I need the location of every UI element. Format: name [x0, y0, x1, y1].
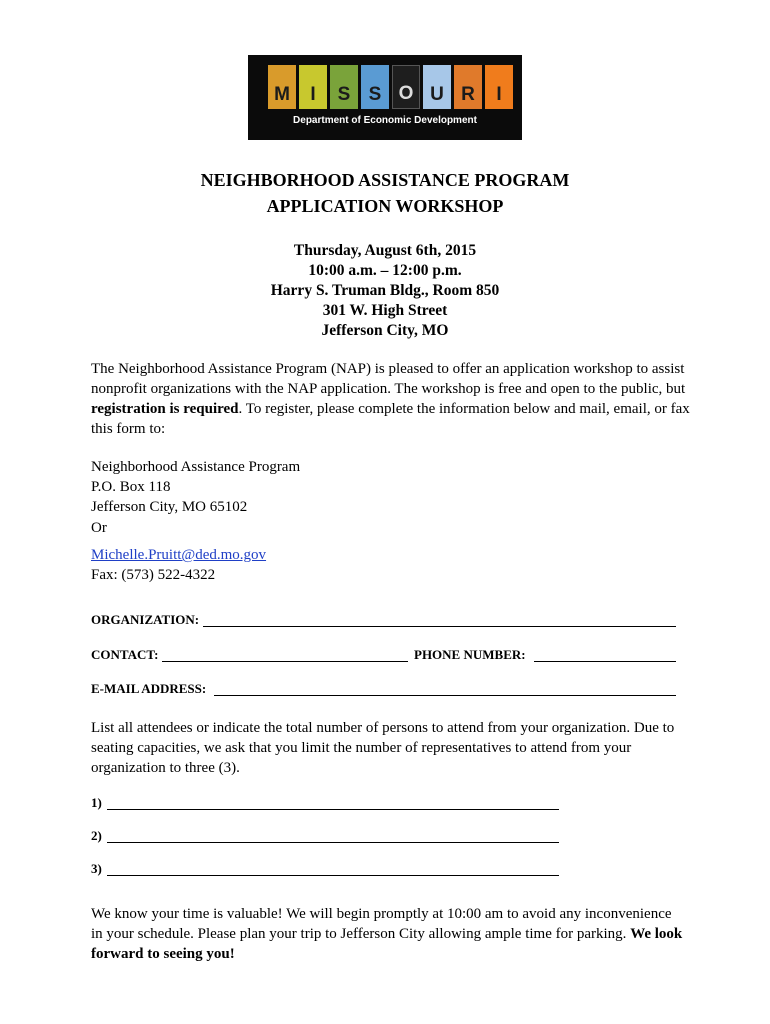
attendee-field-1[interactable]	[107, 809, 559, 810]
missouri-ded-logo	[248, 55, 522, 140]
page-title	[0, 167, 770, 219]
attendee-row	[91, 795, 561, 815]
event-details	[0, 241, 770, 341]
logo-letter: I	[485, 65, 513, 109]
closing-emphasis: We look forward to seeing you!	[91, 926, 683, 962]
title-line-2: APPLICATION WORKSHOP	[266, 196, 504, 216]
contact-field[interactable]	[162, 661, 408, 662]
intro-text-2: . To register, please complete the information below and mail, email, or fax this form to:	[91, 401, 690, 437]
attendee-field-3[interactable]	[107, 875, 559, 876]
attendee-number: 3)	[91, 861, 102, 876]
event-city: Jefferson City, MO	[321, 322, 449, 339]
email-row	[91, 681, 676, 701]
contact-info	[91, 545, 691, 585]
event-date: Thursday, August 6th, 2015	[293, 242, 477, 259]
attendee-number: 2)	[91, 828, 102, 843]
logo-letter: M	[268, 65, 296, 109]
intro-text-1: The Neighborhood Assistance Program (NAP) is pleased to offer an application workshop to assist nonprofit organizations with the NAP application. The workshop is free and open to the public, but	[91, 361, 686, 397]
email-field[interactable]	[214, 695, 676, 696]
organization-label: ORGANIZATION:	[91, 612, 200, 627]
phone-label: PHONE NUMBER:	[414, 647, 526, 662]
logo-letter: S	[361, 65, 389, 109]
mailing-address	[91, 457, 691, 517]
intro-paragraph	[91, 359, 691, 439]
title-line-1: NEIGHBORHOOD ASSISTANCE PROGRAM	[200, 170, 570, 190]
attendee-row	[91, 828, 561, 848]
phone-field[interactable]	[534, 661, 676, 662]
organization-field[interactable]	[203, 626, 676, 627]
email-link[interactable]: Michelle.Pruitt@ded.mo.gov	[91, 547, 267, 563]
logo-letter: R	[454, 65, 482, 109]
address-line-3: Jefferson City, MO 65102	[91, 499, 248, 515]
intro-emphasis: registration is required	[91, 401, 239, 417]
logo-letter: U	[423, 65, 451, 109]
organization-row	[91, 612, 676, 632]
logo-letters	[268, 65, 516, 109]
address-line-2: P.O. Box 118	[91, 479, 171, 495]
attendees-instructions: List all attendees or indicate the total number of persons to attend from your organization. Due to seating capacities, we ask that you limit the number of representatives to attend from your organization to three (3).	[91, 720, 675, 776]
event-building: Harry S. Truman Bldg., Room 850	[270, 282, 500, 299]
attendee-number: 1)	[91, 795, 102, 810]
contact-label: CONTACT:	[91, 647, 159, 662]
event-street: 301 W. High Street	[322, 302, 448, 319]
attendee-field-2[interactable]	[107, 842, 559, 843]
fax-number: Fax: (573) 522-4322	[91, 567, 216, 583]
closing-paragraph	[91, 904, 686, 964]
or-text: Or	[91, 520, 107, 536]
email-label: E-MAIL ADDRESS:	[91, 681, 207, 696]
logo-tagline: Department of Economic Development	[293, 115, 477, 126]
address-line-1: Neighborhood Assistance Program	[91, 459, 301, 475]
logo-letter: O	[392, 65, 420, 109]
logo-letter: I	[299, 65, 327, 109]
attendee-row	[91, 861, 561, 881]
contact-row	[91, 647, 676, 667]
event-time: 10:00 a.m. – 12:00 p.m.	[308, 262, 462, 279]
logo-letter: S	[330, 65, 358, 109]
closing-text: We know your time is valuable! We will begin promptly at 10:00 am to avoid any inconvenience in your schedule. Please plan your trip to Jefferson City allowing ample time for parking.	[91, 906, 672, 942]
